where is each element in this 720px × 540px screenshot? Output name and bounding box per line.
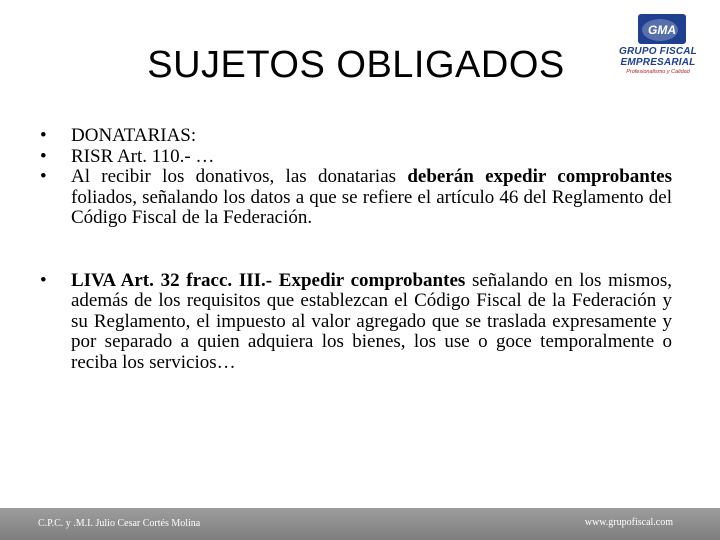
footer-author: C.P.C. y .M.I. Julio Cesar Cortés Molina (38, 518, 201, 529)
bullet-text-donativos-pre: Al recibir los donativos, las donatarias (71, 166, 408, 187)
bullet-text-liva-post: señalando en los mismos, además de los requisitos que establezcan el Código Fiscal de la Federación y su Reglamento, el impuesto al valor agregado que se traslada expresamente y por separado a quien adquiera los bienes, los use o goce temporalmente o reciba los servicios… (71, 269, 672, 373)
bullet-dot: • (40, 145, 47, 167)
footer-bar (0, 508, 720, 540)
bullet-text-donativos-bold: deberán expedir comprobantes (407, 166, 672, 187)
bullet-dot: • (40, 125, 47, 146)
bullet-text-risr: RISR Art. 110.- … (71, 145, 215, 167)
bullet-item (40, 167, 672, 229)
logo-mark-text: GMA (648, 23, 676, 37)
logo-name-line2: EMPRESARIAL (620, 57, 696, 68)
company-logo (606, 8, 716, 80)
slide-title: SUJETOS OBLIGADOS (147, 44, 565, 86)
bullet-dot: • (40, 269, 47, 291)
slide-body (40, 126, 672, 373)
bullet-item (40, 126, 672, 147)
logo-name-line1: GRUPO FISCAL (619, 46, 697, 57)
footer-website: www.grupofiscal.com (584, 517, 673, 528)
bullet-text-donatarias: DONATARIAS: (71, 125, 197, 146)
bullet-item (40, 147, 672, 168)
bullet-text-liva-bold: LIVA Art. 32 fracc. III.- Expedir comprobantes (71, 269, 466, 291)
bullet-item (40, 271, 672, 374)
bullet-dot: • (40, 166, 47, 187)
logo-tagline: Profesionalismo y Calidad (626, 69, 690, 75)
bullet-text-donativos-post: foliados, señalando los datos a que se refiere el artículo 46 del Reglamento del Código Fiscal de la Federación. (71, 186, 672, 228)
logo-mark-icon (636, 12, 688, 46)
